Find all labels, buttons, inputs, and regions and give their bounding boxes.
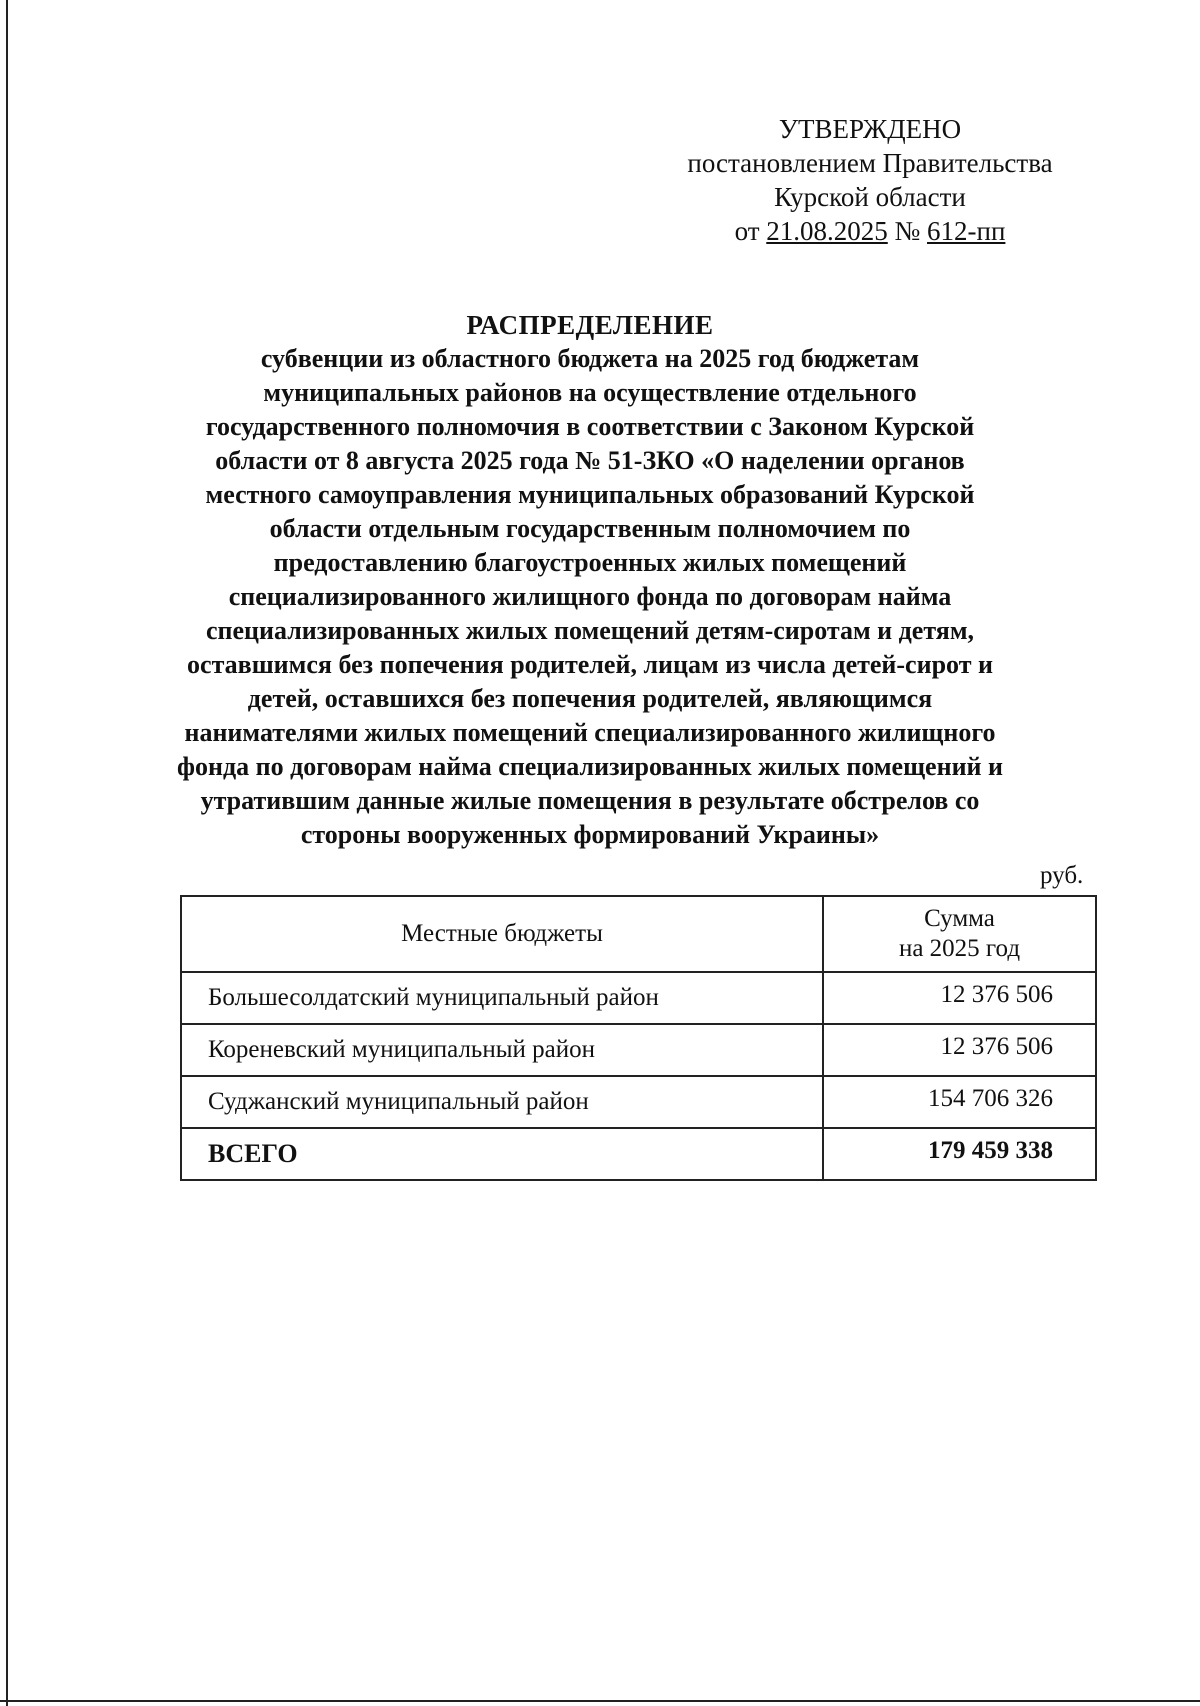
table-row [181, 1076, 1096, 1128]
table-total-row [181, 1128, 1096, 1180]
header-sum [823, 896, 1096, 972]
title-line: местного самоуправления муниципальных образований Курской [205, 480, 975, 509]
title-line: области отдельным государственным полномочием по [269, 514, 911, 543]
title-line: области от 8 августа 2025 года № 51-ЗКО «О наделении органов [215, 446, 965, 475]
approved-label: УТВЕРЖДЕНО [778, 114, 962, 144]
total-label: ВСЕГО [181, 1128, 823, 1180]
row-amount: 12 376 506 [823, 1024, 1096, 1076]
page-left-edge [6, 0, 8, 1706]
title-line: детей, оставшихся без попечения родителей, являющимся [247, 684, 933, 713]
date-prefix: от [734, 216, 767, 246]
header-sum-line2: на 2025 год [898, 935, 1021, 962]
title-heading: РАСПРЕДЕЛЕНИЕ [466, 310, 714, 340]
title-line: фонда по договорам найма специализированных жилых помещений и [176, 752, 1004, 781]
currency-unit: руб. [1040, 862, 1084, 889]
header-local-budgets: Местные бюджеты [181, 896, 823, 972]
row-district-name: Кореневский муниципальный район [181, 1024, 823, 1076]
page-bottom-edge [0, 1700, 1200, 1702]
approval-region: Курской области [774, 182, 966, 212]
row-district-name: Большесолдатский муниципальный район [181, 972, 823, 1024]
title-line: специализированного жилищного фонда по договорам найма [228, 582, 952, 611]
title-line: нанимателями жилых помещений специализированного жилищного [184, 718, 996, 747]
budget-table [180, 895, 1097, 1181]
title-line: субвенции из областного бюджета на 2025 год бюджетам [260, 344, 920, 373]
table-header-row [181, 896, 1096, 972]
decree-number: 612-пп [927, 216, 1006, 246]
row-amount: 12 376 506 [823, 972, 1096, 1024]
title-line: государственного полномочия в соответствии с Законом Курской [205, 412, 975, 441]
table-row [181, 1024, 1096, 1076]
approval-stamp [640, 112, 1100, 248]
row-district-name: Суджанский муниципальный район [181, 1076, 823, 1128]
title-text [150, 342, 1030, 852]
document-title [150, 308, 1030, 852]
decree-date: 21.08.2025 [766, 216, 888, 246]
row-amount: 154 706 326 [823, 1076, 1096, 1128]
title-line: оставшимся без попечения родителей, лицам из числа детей-сирот и [187, 650, 993, 679]
approval-by-decree: постановлением Правительства [687, 148, 1053, 178]
title-line: стороны вооруженных формирований Украины» [300, 820, 880, 849]
total-amount: 179 459 338 [823, 1128, 1096, 1180]
title-line: муниципальных районов на осуществление отдельного [263, 378, 917, 407]
number-sign: № [887, 216, 928, 246]
approval-date-number [640, 214, 1100, 248]
table-row [181, 972, 1096, 1024]
title-line: утратившим данные жилые помещения в результате обстрелов со [200, 786, 980, 815]
header-sum-line1: Сумма [924, 905, 995, 932]
title-line: специализированных жилых помещений детям-сиротам и детям, [205, 616, 975, 645]
title-line: предоставлению благоустроенных жилых помещений [273, 548, 907, 577]
